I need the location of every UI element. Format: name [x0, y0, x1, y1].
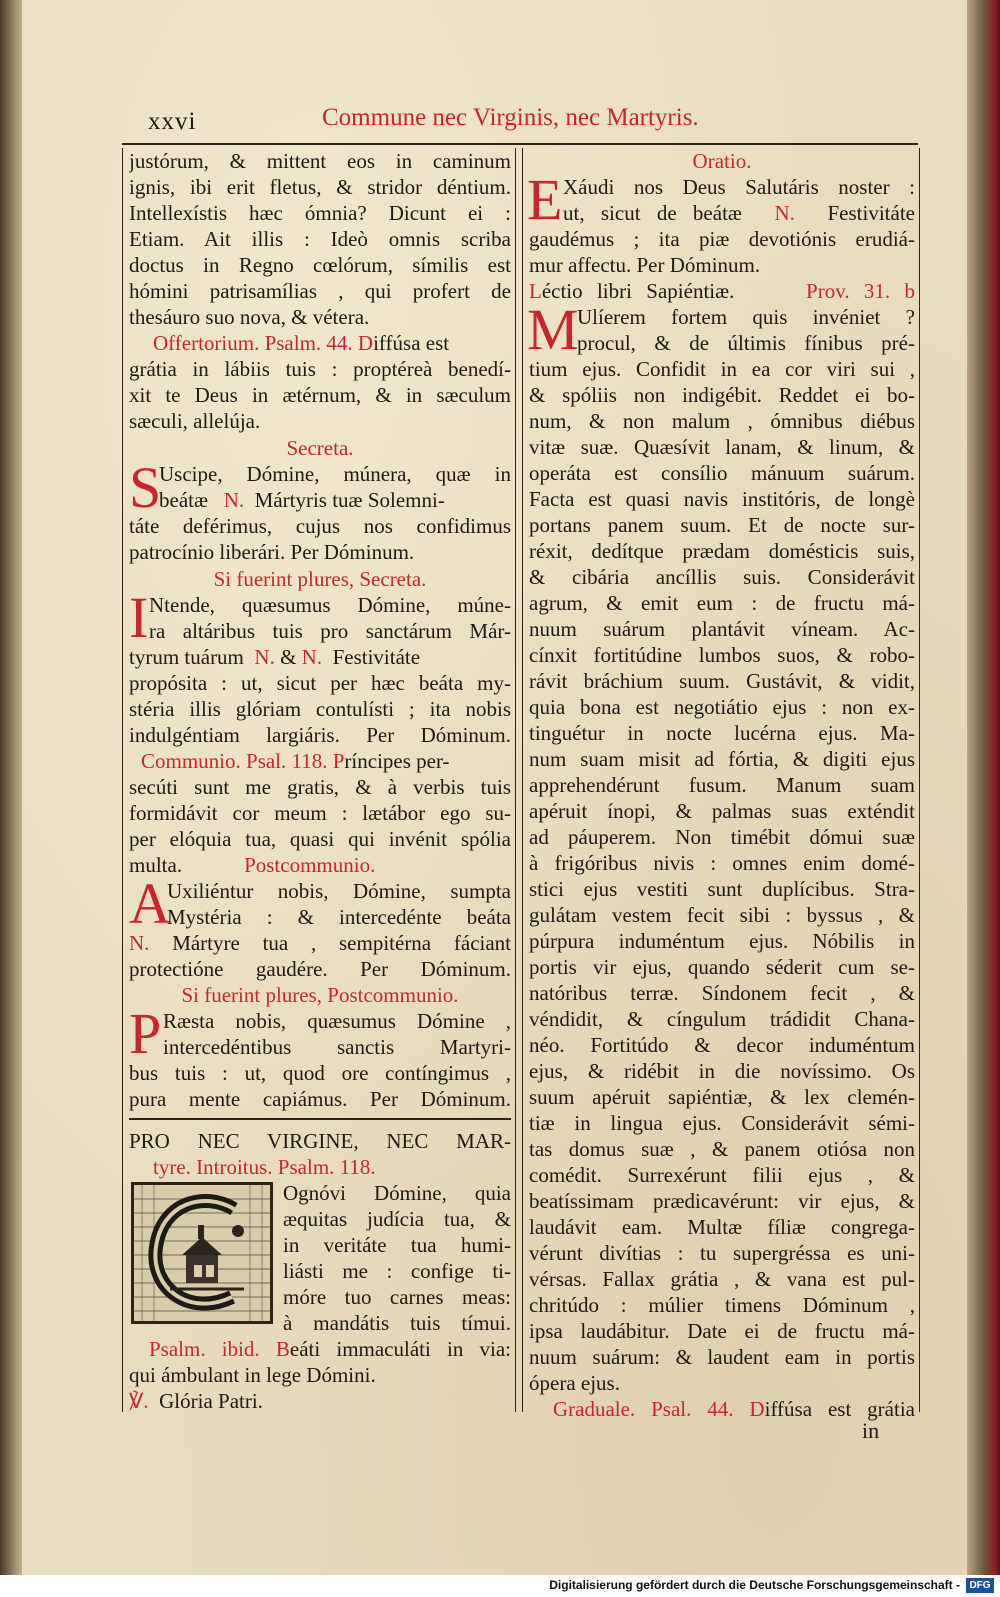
rubric-n: N. [774, 201, 795, 225]
versicle-text: Glória Patri. [159, 1389, 263, 1413]
decorated-initial-c-woodcut [131, 1182, 273, 1324]
heading-secreta: Secreta. [286, 436, 354, 460]
page-number: xxvi [148, 108, 197, 135]
text-span: multa. [129, 853, 183, 877]
text-line: Xáudi nos Deus Salutáris noster : [563, 175, 915, 199]
text-span: Mártyris tuæ Solemni- [254, 488, 445, 512]
digitization-footer [0, 1575, 1000, 1597]
text-line: ignis, ibi erit fletus, & stridor déntium. [129, 175, 511, 199]
text-line: operáta est consílio mánuum suárum. [529, 461, 915, 485]
text-line: & cibária ancíllis suis. Considerávit [529, 565, 915, 589]
graduale-text: iffúsa est grátia [764, 1397, 915, 1421]
left-column [122, 148, 516, 1412]
text-line: bus tuis : ut, quod ore contíngimus , [129, 1061, 511, 1085]
text-line: Uscipe, Dómine, múnera, quæ in [159, 462, 511, 486]
text-line: cínxit fortitúdine lumbos suos, & robo- [529, 643, 915, 667]
text-span: tyrum tuárum [129, 645, 244, 669]
text-line: néo. Fortitúdo & decor induméntum [529, 1033, 915, 1057]
lectio-heading [529, 278, 915, 304]
text-line: beatíssimam prædicavérunt: vir ejus, & [529, 1189, 915, 1213]
text-line: stéria illis glóriam contulísti ; ita nobis [129, 697, 511, 721]
text-line: véndidit, & cíngulum trádidit Chana- [529, 1007, 915, 1031]
text-line: Mystéria : & intercedénte beáta [167, 905, 511, 929]
text-line: & spóliis non indigébit. Reddet ei bo- [529, 383, 915, 407]
text-line: comédit. Surrexérunt filii ejus , & [529, 1163, 915, 1187]
text-line: qui ámbulant in lege Dómini. [129, 1363, 376, 1387]
text-line [129, 852, 511, 878]
text-line: ipsa laudábitur. Date ei de fructu má- [529, 1319, 915, 1343]
offertorium-rubric: Offertorium. Psalm. 44. D [153, 331, 374, 355]
text-line: gulátam vestem fecit sibi : byssus , & [529, 903, 915, 927]
text-line: portis vir ejus, quando séderit cum se- [529, 955, 915, 979]
offertorium-text: iffúsa est [373, 331, 450, 355]
text-line: réxit, dedítque prædam domésticis suis, [529, 539, 915, 563]
text-line: indulgéntiam largiáris. Per Dóminum. [129, 723, 511, 747]
text-line: ópera ejus. [529, 1371, 620, 1395]
text-line [129, 644, 511, 670]
right-column [522, 148, 920, 1421]
text-line: doctus in Regno cœlórum, símilis est [129, 253, 511, 277]
communio-text: ríncipes per- [344, 749, 450, 773]
text-line: ad páuperem. Non timébit dómui suæ [529, 825, 915, 849]
text-line: apéruit ínopi, & palmas suas exténdit [529, 799, 915, 823]
text-line: num, & non malum , ómnibus diébus [529, 409, 915, 433]
text-line: procul, & de últimis fínibus pré- [577, 331, 915, 355]
psalm-text: eáti immaculáti in via: [289, 1337, 511, 1361]
text-line: protectióne gaudére. Per Dóminum. [129, 957, 511, 981]
text-line: à frigóribus nivis : omnes enim domé- [529, 851, 915, 875]
text-line: Intellexístis hæc ómnia? Dicunt ei : [129, 201, 511, 225]
graduale-rubric: Graduale. Psal. 44. D [553, 1397, 765, 1421]
lectio-reference: Prov. 31. b [806, 279, 915, 303]
page-edge-right [967, 0, 1000, 1575]
psalm-rubric: Psalm. ibid. B [149, 1337, 290, 1361]
text-line: grátia in lábiis tuis : proptéreà benedí- [129, 357, 511, 381]
book-spine-left [0, 0, 24, 1597]
text-line: Facta est quasi navis institóris, de longè [529, 487, 915, 511]
drop-cap-i: I [129, 585, 149, 650]
text-line: in veritáte tua humi- [283, 1233, 511, 1257]
text-span: ut, sicut de beátæ [563, 201, 742, 225]
text-line: rávit bráchium suum. Gustávit, & vidit, [529, 669, 915, 693]
text-line: tinguétur in nocte lucérna ejus. Ma- [529, 721, 915, 745]
text-line: gaudémus ; ita piæ devotiónis erudiá- [529, 227, 915, 251]
text-line: thesáuro suo nova, & vétera. [129, 305, 370, 329]
text-span: & [280, 645, 297, 669]
text-line: vitæ suæ. Quæsívit lanam, & linum, & [529, 435, 915, 459]
text-line: ejus, & ridébit in die novíssimo. Os [529, 1059, 915, 1083]
text-line: nuum suárum: & laudent eam in portis [529, 1345, 915, 1369]
text-line: Ognóvi Dómine, quia [283, 1181, 511, 1205]
heading-postcommunio: Postcommunio. [244, 853, 376, 877]
text-line: patrocínio liberári. Per Dóminum. [129, 540, 415, 564]
offertorium-line [153, 330, 511, 356]
drop-cap-m: M [527, 297, 579, 362]
text-line: Uxiliéntur nobis, Dómine, sumpta [167, 879, 511, 903]
text-line: tium ejus. Confidit in ea cor viri sui , [529, 357, 915, 381]
text-line: sæculi, allelúja. [129, 409, 261, 433]
text-line: tiæ in lingua ejus. Considerávit sémi- [529, 1111, 915, 1135]
text-line: quia bona est negotiátio ejus : non ex- [529, 695, 915, 719]
text-line: intercedéntibus sanctis Martyri- [163, 1035, 511, 1059]
text-line: Ntende, quæsumus Dómine, múne- [149, 593, 511, 617]
text-line: tas domus suæ , & panem otiósa non [529, 1137, 915, 1161]
heading-si-fuerint-postcommunio: Si fuerint plures, Postcommunio. [181, 983, 459, 1007]
text-line: num suam misit ad fórtia, & digiti ejus [529, 747, 915, 771]
text-line: Ulíerem fortem quis invéniet ? [577, 305, 915, 329]
text-line: per elóquia tua, quasi qui invénit spólia [129, 827, 511, 851]
psalm-line [149, 1336, 511, 1362]
text-line: apprehendérunt fusum. Manum suam [529, 773, 915, 797]
text-span: Festivitáte [332, 645, 421, 669]
text-line [563, 200, 915, 226]
text-line: xit te Deus in ætérnum, & in sæculum [129, 383, 511, 407]
text-line: à mandátis tuis tímui. [283, 1311, 511, 1335]
text-span: beátæ [159, 488, 208, 512]
text-line: Etiam. Ait illis : Ideò omnis scriba [129, 227, 511, 251]
text-line: Ræsta nobis, quæsumus Dómine , [163, 1009, 511, 1033]
text-line: móre tuo carnes meas: [283, 1285, 511, 1309]
rubric-n: N. [223, 488, 245, 512]
text-line: táte deférimus, cujus nos confidimus [129, 514, 511, 538]
catchword: in [862, 1418, 880, 1443]
graduale-line [553, 1396, 915, 1422]
text-line: púrpura induméntum ejus. Nóbilis in [529, 929, 915, 953]
dfg-logo-icon: DFG [966, 1578, 994, 1593]
text-line: nuum suárum plantávit víneam. Ac- [529, 617, 915, 641]
text-line: chritúdo : múlier timens Dóminum , [529, 1293, 915, 1317]
rubric-n: N. [301, 645, 323, 669]
lectio-initial: L [529, 279, 542, 303]
drop-cap-a: A [129, 871, 171, 936]
lectio-title: éctio libri Sapiéntiæ. [541, 279, 735, 303]
text-span: Festivitáte [827, 201, 915, 225]
text-line: formidávit cor meum : lætábor ego su- [129, 801, 511, 825]
heading-si-fuerint-secreta: Si fuerint plures, Secreta. [213, 567, 427, 591]
text-line [129, 930, 511, 956]
running-head [148, 104, 908, 142]
drop-cap-s: S [129, 455, 162, 520]
text-span: Mártyre tua , sempitérna fáciant [172, 931, 511, 955]
text-line: propósita : ut, sicut per hæc beáta my- [129, 671, 511, 695]
text-line: justórum, & mittent eos in caminum [129, 149, 511, 173]
text-line: stici ejus vestiti sunt duplícibus. Stra- [529, 877, 915, 901]
rubric-n: N. [254, 645, 275, 669]
text-line: natóribus terræ. Síndonem fecit , & [529, 981, 915, 1005]
versicle-line [129, 1388, 511, 1414]
rubric-n: N. [129, 931, 150, 955]
introitus-rubric: tyre. Introitus. Psalm. 118. [153, 1155, 376, 1179]
text-line: mur affectu. Per Dóminum. [529, 253, 761, 277]
drop-cap-e: E [527, 167, 563, 232]
text-line: hómini patrisamílias , qui profert de [129, 279, 511, 303]
text-line: suum apéruit sapiéntiæ, & lex clemén- [529, 1085, 915, 1109]
text-line: vérunt divítias : tu supergréssa es uni- [529, 1241, 915, 1265]
communio-rubric: Communio. Psal. 118. P [141, 749, 345, 773]
woodcut-illustration [134, 1185, 270, 1321]
footer-credit: Digitalisierung gefördert durch die Deutsche Forschungsgemeinschaft - [549, 1578, 960, 1592]
versicle-icon: ℣. [129, 1389, 149, 1413]
running-title: Commune nec Virginis, nec Martyris. [322, 104, 699, 131]
text-line: laudávit eam. Multæ fíliæ congrega- [529, 1215, 915, 1239]
text-line: pura mente capiámus. Per Dóminum. [129, 1087, 511, 1111]
text-line: vérsas. Fallax grátia , & vana est pul- [529, 1267, 915, 1291]
header-rule [122, 143, 918, 145]
text-line: liásti me : confige ti- [283, 1259, 511, 1283]
section-title: PRO NEC VIRGINE, NEC MAR- [129, 1129, 511, 1153]
text-line: secúti sunt me gratis, & à verbis tuis [129, 775, 511, 799]
text-line: ra altáribus tuis pro sanctárum Már- [149, 619, 511, 643]
text-line: portans panem suum. Et de nocte sur- [529, 513, 915, 537]
communio-line [141, 748, 511, 774]
text-line: agrum, & emit eum : de fructu má- [529, 591, 915, 615]
heading-oratio: Oratio. [692, 149, 752, 173]
section-divider [129, 1118, 511, 1120]
text-line: æquitas judícia tua, & [283, 1207, 511, 1231]
drop-cap-p: P [129, 1001, 162, 1066]
text-line [159, 487, 511, 513]
